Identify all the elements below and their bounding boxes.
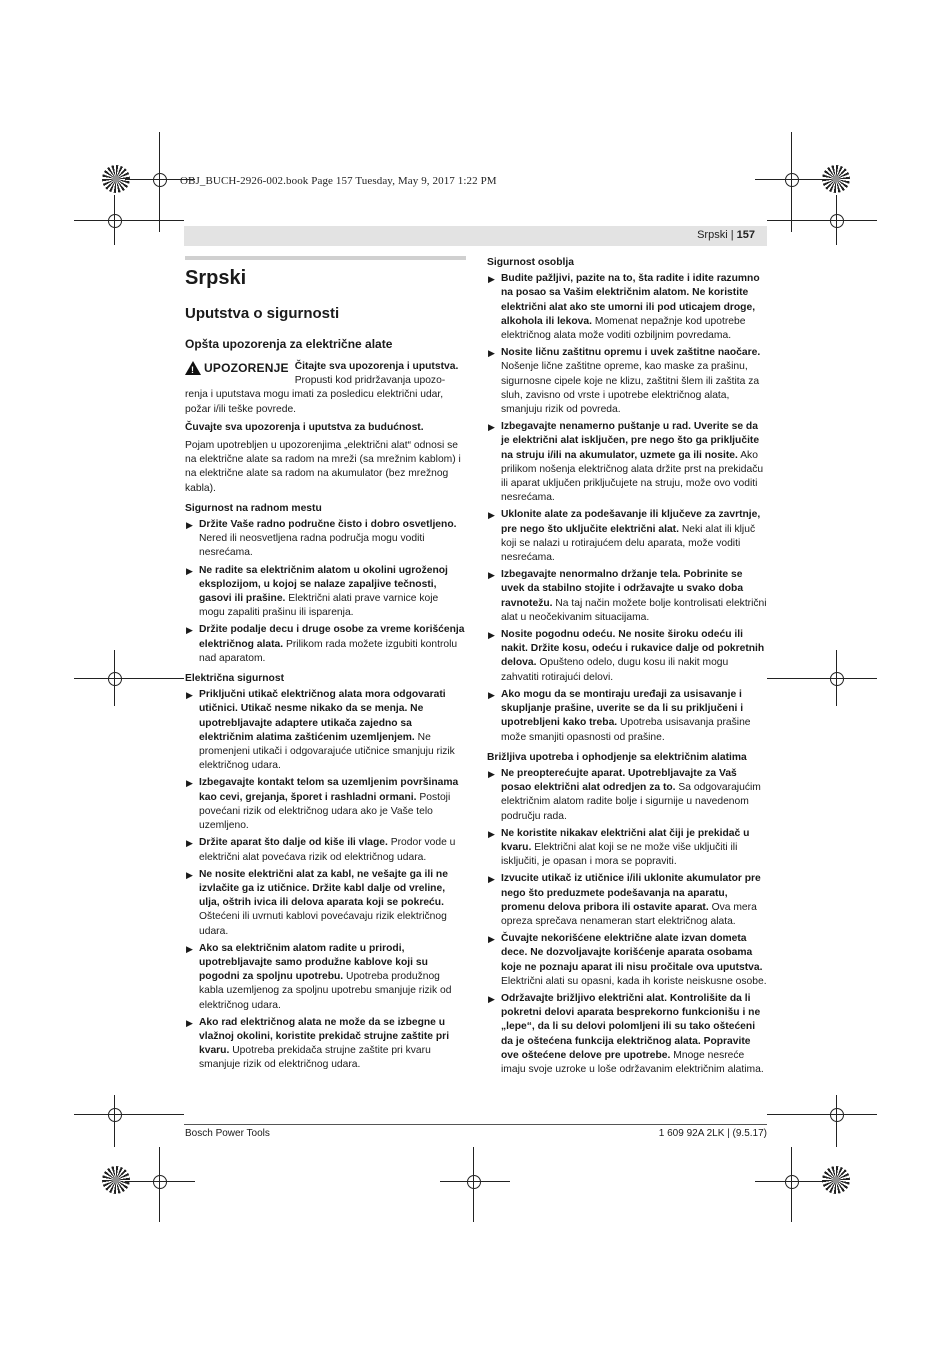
item-bold-text: Ako rad električnog alata ne može da se izbegne u vlažnoj okolini, koristite prekidač strujne zaštite pri kvaru. xyxy=(199,1016,450,1057)
crosshair-icon xyxy=(108,214,122,228)
bullet-arrow-icon: ▶ xyxy=(488,510,495,521)
bullet-arrow-icon: ▶ xyxy=(488,768,495,779)
item-bold-text: Izbegavajte nenormalno držanje tela. Pobrinite se uvek da stabilno stojite i održavajte u svako doba ravnotežu. xyxy=(501,569,744,609)
item-text: Prilikom rada možete izgubiti kontrolu nad aparatom. xyxy=(199,638,458,664)
left-column xyxy=(185,256,465,1076)
bullet-arrow-icon: ▶ xyxy=(488,993,495,1004)
warning-bold: Čitajte sva upozorenja i uputstva. xyxy=(294,361,459,372)
header-section: Srpski xyxy=(697,229,728,241)
footer-rule xyxy=(184,1124,767,1125)
page-number: 157 xyxy=(736,229,755,241)
item-text: Električni alat koji se ne može više uključiti ili isključiti, je opasan i mora se popraviti. xyxy=(501,841,738,868)
item-text: Ako prilikom nošenja električnog alata držite prst na prekidaču ili aparat uključen priključujete na struju, može ovo voditi nesrećama. xyxy=(501,449,764,504)
right-column xyxy=(487,256,767,1080)
careful-title: Brižljiva upotreba i ophodjenje sa električnim alatima xyxy=(487,751,747,763)
item-text: Ova mera opreza sprečava nenameran start električnog alata. xyxy=(501,901,757,927)
list-item xyxy=(487,628,767,685)
crosshair-icon xyxy=(830,672,844,686)
page-header xyxy=(184,226,767,246)
item-text: Oštećeni ili uvrnuti kablovi povećavaju rizik električnog udara. xyxy=(199,911,447,937)
subsection-title: Opšta upozorenja za električne alate xyxy=(185,337,393,351)
careful-list xyxy=(487,767,767,1077)
bullet-arrow-icon: ▶ xyxy=(488,274,495,285)
item-bold-text: Držite aparat što dalje od kiše ili vlage. xyxy=(199,837,388,849)
list-item xyxy=(185,776,465,833)
bullet-arrow-icon: ▶ xyxy=(186,838,193,849)
item-bold-text: Ako mogu da se montiraju uređaji za usisavanje i skupljanje prašine, uverite se da li su priključeni i upotrebljeni kako treba. xyxy=(501,688,744,729)
electrical-title: Električna sigurnost xyxy=(185,673,284,685)
item-bold-text: Izbegavajte kontakt telom sa uzemljenim površinama kao cevi, grejanja, šporet i rashladni ormani. xyxy=(199,777,459,803)
work-area-title: Sigurnost na radnom mestu xyxy=(185,502,322,514)
bullet-arrow-icon: ▶ xyxy=(488,828,495,839)
item-bold-text: Priključni utikač električnog alata mora odgovarati utičnici. Utikač nesme nikako da se menja. Ne upotrebljavajte adaptere utikača zajedno sa električnim alatima zaštićenim uzemljenjem. xyxy=(199,689,446,743)
item-bold-text: Ne koristite nikakav električni alat čiji je prekidač u kvaru. xyxy=(501,827,750,853)
footer-doc-number: 1 609 92A 2LK | (9.5.17) xyxy=(658,1128,767,1139)
item-text: Postoji povećani rizik od električnog udara ako je Vaše telo uzemljeno. xyxy=(199,791,451,832)
crosshair-icon xyxy=(108,672,122,686)
crosshair-icon xyxy=(830,214,844,228)
crosshair-icon xyxy=(153,1175,167,1189)
item-bold-text: Držite Vaše radno područne čisto i dobro osvetljeno. xyxy=(199,519,457,531)
bullet-arrow-icon: ▶ xyxy=(488,630,495,641)
list-item xyxy=(487,992,767,1077)
bullet-arrow-icon: ▶ xyxy=(186,625,193,636)
registration-star-icon xyxy=(822,165,850,193)
bullet-arrow-icon: ▶ xyxy=(488,422,495,433)
language-title: Srpski xyxy=(185,267,247,289)
warning-block xyxy=(185,360,465,417)
bullet-arrow-icon: ▶ xyxy=(186,778,193,789)
bullet-arrow-icon: ▶ xyxy=(186,690,193,701)
personal-title: Sigurnost osoblja xyxy=(487,257,574,268)
item-text: Momenat nepažnje kod upotrebe električnog alata može voditi ozbiljnim povredama. xyxy=(501,315,746,342)
item-bold-text: Ne nosite električni alat za kabl, ne vešajte ga ili ne izvlačite ga iz utičnice. Držite kabl dalje od vreline, ulja, oštrih ivica ili delova aparata koji se pokreću. xyxy=(199,868,448,909)
item-text: Neki alat ili ključ koji se nalazi u rotirajućem delu aparata, može voditi nesrećama. xyxy=(501,523,756,564)
item-text: Opušteno odelo, dugu kosu ili nakit mogu zahvatiti rotirajući delovi. xyxy=(501,657,729,683)
list-item xyxy=(487,932,767,989)
book-info-line: OBJ_BUCH-2926-002.book Page 157 Tuesday, May 9, 2017 1:22 PM xyxy=(180,175,497,187)
item-text: Nered ili neosvetljena radna područja mogu voditi nesrećama. xyxy=(199,533,425,559)
bullet-arrow-icon: ▶ xyxy=(186,869,193,880)
section-title: Uputstva o sigurnosti xyxy=(185,305,340,322)
bullet-arrow-icon: ▶ xyxy=(186,943,193,954)
warning-text: Propusti kod pridržavanja upozo-renja i uputstava mogu imati za posledicu električni udar, požar i/ili teške povrede. xyxy=(185,375,446,415)
bullet-arrow-icon: ▶ xyxy=(488,570,495,581)
list-item xyxy=(487,872,767,929)
item-text: Električni alati su opasni, kada ih koriste neiskusne osobe. xyxy=(501,975,767,987)
item-bold-text: Ako sa električnim alatom radite u prirodi, upotrebljavajte samo produžne kablove koji su pogodni za spoljnu upotrebu. xyxy=(199,942,428,983)
list-item xyxy=(185,564,465,621)
list-item xyxy=(487,688,767,745)
item-bold-text: Održavajte brižljivo električni alat. Kontrolišite da li pokretni delovi aparata besprekorno funkcionišu i ne „lepe“, da li su delovi polomljeni ili su tako oštećeni da je oštećena funkcija električnog alata. Popravite ove oštećene delove pre upotrebe. xyxy=(501,992,761,1061)
item-text: Upotreba produžnog kabla uzemljenog za spoljnu upotrebu smanjuje rizik od električnog udara. xyxy=(199,971,452,1011)
crosshair-icon xyxy=(108,1108,122,1122)
list-item xyxy=(185,623,465,666)
bullet-arrow-icon: ▶ xyxy=(186,565,193,576)
bullet-arrow-icon: ▶ xyxy=(488,348,495,359)
bullet-arrow-icon: ▶ xyxy=(186,520,193,531)
item-text: Na taj način možete bolje kontrolisati električni alat u neočekivanim situacijama. xyxy=(501,597,767,623)
crosshair-icon xyxy=(830,1108,844,1122)
bullet-arrow-icon: ▶ xyxy=(186,1017,193,1028)
warning-triangle-icon: ! xyxy=(185,361,201,375)
bullet-arrow-icon: ▶ xyxy=(488,689,495,700)
header-text xyxy=(697,229,755,241)
item-bold-text: Ne radite sa električnim alatom u okolini ugroženoj eksplozijom, u kojoj se nalaze zapaljive tečnosti, gasovi ili prašine. xyxy=(199,564,448,605)
item-text: Mnoge nesreće imaju svoje uzroke u loše održavanim električnim alatima. xyxy=(501,1049,764,1075)
list-item xyxy=(487,272,767,343)
registration-star-icon xyxy=(102,1166,130,1194)
list-item xyxy=(185,942,465,1013)
item-bold-text: Uklonite alate za podešavanje ili ključeve za zavrtnje, pre nego što uključite električni alat. xyxy=(501,509,761,535)
list-item xyxy=(185,868,465,939)
registration-star-icon xyxy=(822,1166,850,1194)
item-bold-text: Ne preopterećujte aparat. Upotrebljavajte za Vaš posao električni alat odredjen za to. xyxy=(501,767,737,794)
item-bold-text: Izbegavajte nenamerno puštanje u rad. Uverite se da je električni alat isključen, pre nego što ga priključite na struju i/ili na akumulator, uzmete ga ili nosite. xyxy=(501,421,760,461)
list-item xyxy=(185,1016,465,1073)
list-item xyxy=(487,568,767,625)
warning-badge xyxy=(185,360,289,376)
list-item xyxy=(487,346,767,417)
list-item xyxy=(185,518,465,561)
work-area-list xyxy=(185,518,465,666)
list-item xyxy=(487,508,767,565)
list-item xyxy=(487,767,767,824)
item-text: Ne promenjeni utikači i odgovarajuće utičnice smanjuju rizik električnog udara. xyxy=(199,731,455,772)
item-bold-text: Držite podalje decu i druge osobe za vreme korišćenja električnog alata. xyxy=(199,624,465,650)
list-item xyxy=(185,688,465,773)
bullet-arrow-icon: ▶ xyxy=(488,934,495,945)
item-text: Sa odgovarajućim električnim alatom radite bolje i sigurnije u navedenom području rada. xyxy=(501,782,761,822)
item-text: Električni alati prave varnice koje mogu zapaliti prašinu ili isparenja. xyxy=(199,593,439,619)
list-item xyxy=(487,420,767,505)
electrical-list xyxy=(185,688,465,1072)
item-bold-text: Nosite pogodnu odeću. Ne nosite široku odeću ili nakit. Držite kosu, odeću i rukavice dalje od pokretnih delova. xyxy=(501,629,765,669)
item-text: Nošenje lične zaštitne opreme, kao maske za prašinu, sigurnosne cipele koje ne klizu, zaštitni šlem ili zaštita za sluh, zavisno od vrste i upotrebe električnog alata, smanjuju rizik od povreda. xyxy=(501,361,760,416)
personal-list xyxy=(487,272,767,745)
bullet-arrow-icon: ▶ xyxy=(488,874,495,885)
crosshair-icon xyxy=(467,1175,481,1189)
title-rule xyxy=(185,256,466,260)
item-text: Prodor vode u električni alat povećava rizik od električnog udara. xyxy=(199,837,456,863)
header-separator: | xyxy=(730,229,734,241)
keep-instructions: Čuvajte sva upozorenja i uputstva za budućnost. xyxy=(185,421,424,433)
item-text: Upotreba usisavanja prašine može smanjiti opasnosti od prašine. xyxy=(501,717,751,743)
item-text: Upotreba prekidača strujne zaštite pri kvaru smanjuje rizik od električnog udara. xyxy=(199,1045,431,1071)
term-definition: Pojam upotrebljen u upozorenjima „električni alat“ odnosi se na električne alate sa radom na mreži (sa mrežnim kablom) i na električne alate sa radom na akumulator (bez mrežnog kabla). xyxy=(185,440,461,494)
crosshair-icon xyxy=(153,173,167,187)
item-bold-text: Izvucite utikač iz utičnice i/ili uklonite akumulator pre nego što preduzmete podešavanja na aparatu, promenu delova pribora ili ostavite aparat. xyxy=(501,873,761,913)
warning-label: UPOZORENJE xyxy=(204,360,289,375)
item-bold-text: Čuvajte nekorišćene električne alate izvan dometa dece. Ne dozvoljavajte korišćenje aparata osobama koje ne poznaju aparat ili nisu pročitale ova uputstva. xyxy=(501,933,763,973)
list-item xyxy=(487,827,767,870)
item-bold-text: Nosite ličnu zaštitnu opremu i uvek zaštitne naočare. xyxy=(501,347,761,359)
item-bold-text: Budite pažljivi, pazite na to, šta radite i idite razumno na posao sa Vašim električnim alatom. Ne koristite električni alat ako ste umorni ili pod uticajem droge, alkohola ili lekova. xyxy=(501,273,760,327)
crosshair-icon xyxy=(785,1175,799,1189)
footer-brand: Bosch Power Tools xyxy=(185,1128,270,1139)
list-item xyxy=(185,836,465,864)
crosshair-icon xyxy=(785,173,799,187)
